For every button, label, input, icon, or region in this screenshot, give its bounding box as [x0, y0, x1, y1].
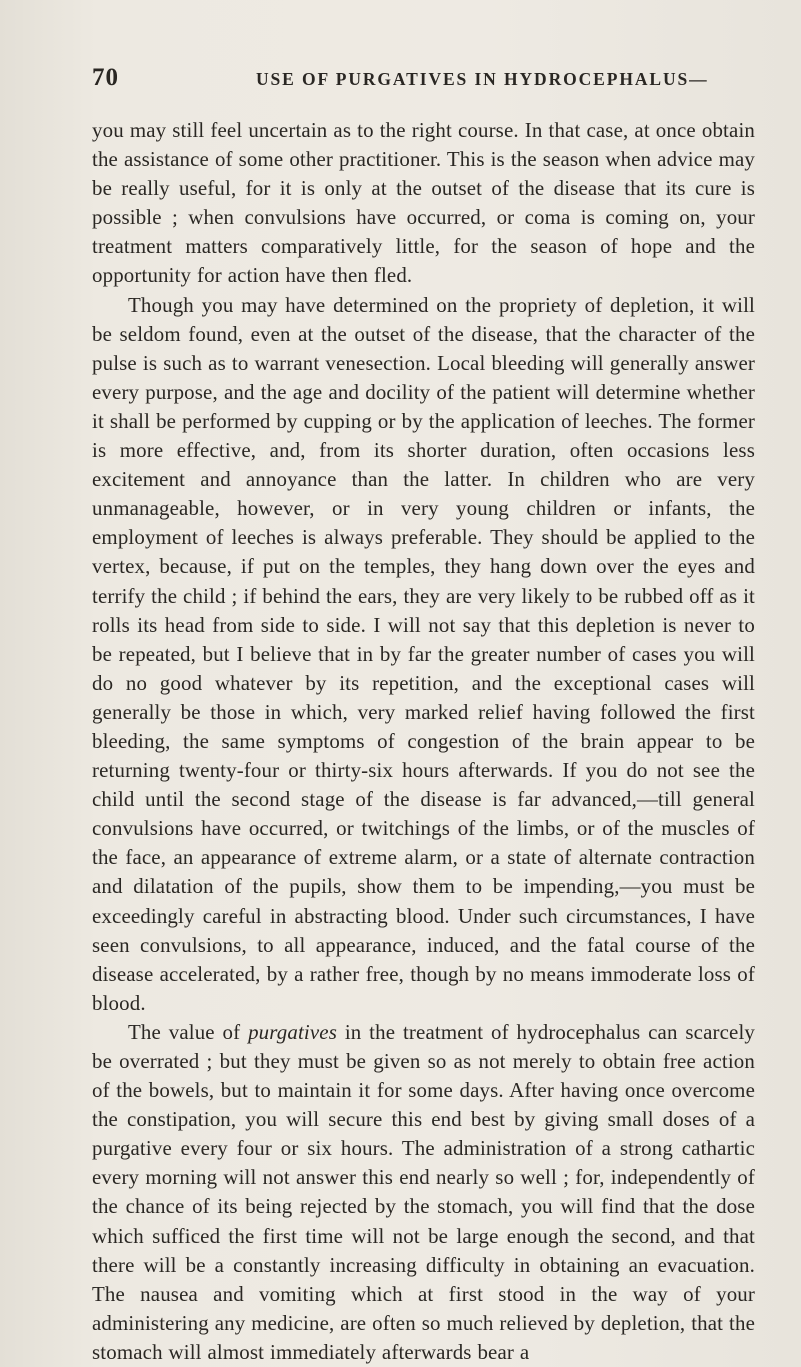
running-head	[92, 64, 755, 104]
paragraph-depletion: Though you may have determined on the propriety of depletion, it will be seldom found, even at the outset of the disease, that the character of the pulse is such as to warrant venesection. Local bleeding will generally answer every purpose, and the age and docility of the patient will determine whether it shall be performed by cupping or by the application of leeches. The former is more effective, and, from its shorter duration, often occasions less excitement and annoyance than the latter. In children who are very unmanageable, however, or in very young children or infants, the employment of leeches is always preferable. They should be applied to the vertex, because, if put on the temples, they hang down over the eyes and terrify the child ; if behind the ears, they are very likely to be rubbed off as it rolls its head from side to side. I will not say that this depletion is never to be repeated, but I believe that in by far the greater number of cases you will do no good whatever by its repetition, and the exceptional cases will generally be those in which, very marked relief having followed the first bleeding, the same symptoms of congestion of the brain appear to be returning twenty-four or thirty-six hours afterwards. If you do not see the child until the second stage of the disease is far advanced,—till general convulsions have occurred, or twitchings of the limbs, or of the muscles of the face, an appearance of extreme alarm, or a state of alternate contraction and dilatation of the pupils, show them to be impending,—you must be exceedingly careful in abstracting blood. Under such circumstances, I have seen convulsions, to all appearance, induced, and the fatal course of the disease accelerated, by a rather free, though by no means immoderate loss of blood.	[92, 292, 755, 1015]
running-title: USE OF PURGATIVES IN HYDROCEPHALUS—	[256, 69, 709, 89]
paragraph-continuation: you may still feel uncertain as to the right course. In that case, at once obtain the assistance of some other practitioner. This is the season when advice may be really useful, for it is only at the outset of the disease that its cure is possible ; when convulsions have occurred, or coma is coming on, your treatment matters comparatively little, for the season of hope and the opportunity for action have then fled.	[92, 118, 755, 288]
paragraph-purgatives	[92, 1018, 755, 1367]
page-number: 70	[92, 64, 119, 91]
paragraph-purgatives-rest: in the treatment of hydrocephalus can scarcely be overrated ; but they must be given so as not merely to obtain free action of the bowels, but to maintain it for some days. After having once overcome the constipation, you will secure this end best by giving small doses of a purgative every four or six hours. The administration of a strong cathartic every morning will not answer this end nearly so well ; for, independently of the chance of its being rejected by the stomach, you will find that the dose which sufficed the first time will not be large enough the second, and that there will be a constantly increasing difficulty in obtaining an evacuation. The nausea and vomiting which at first stood in the way of your administering any medicine, are often so much relieved by depletion, that the stomach will almost immediately afterwards bear a	[92, 1019, 755, 1364]
paragraph-purgatives-lead: The value of	[128, 1019, 249, 1044]
body-text	[92, 116, 755, 1367]
italic-term-purgatives: purgatives	[248, 1019, 337, 1044]
